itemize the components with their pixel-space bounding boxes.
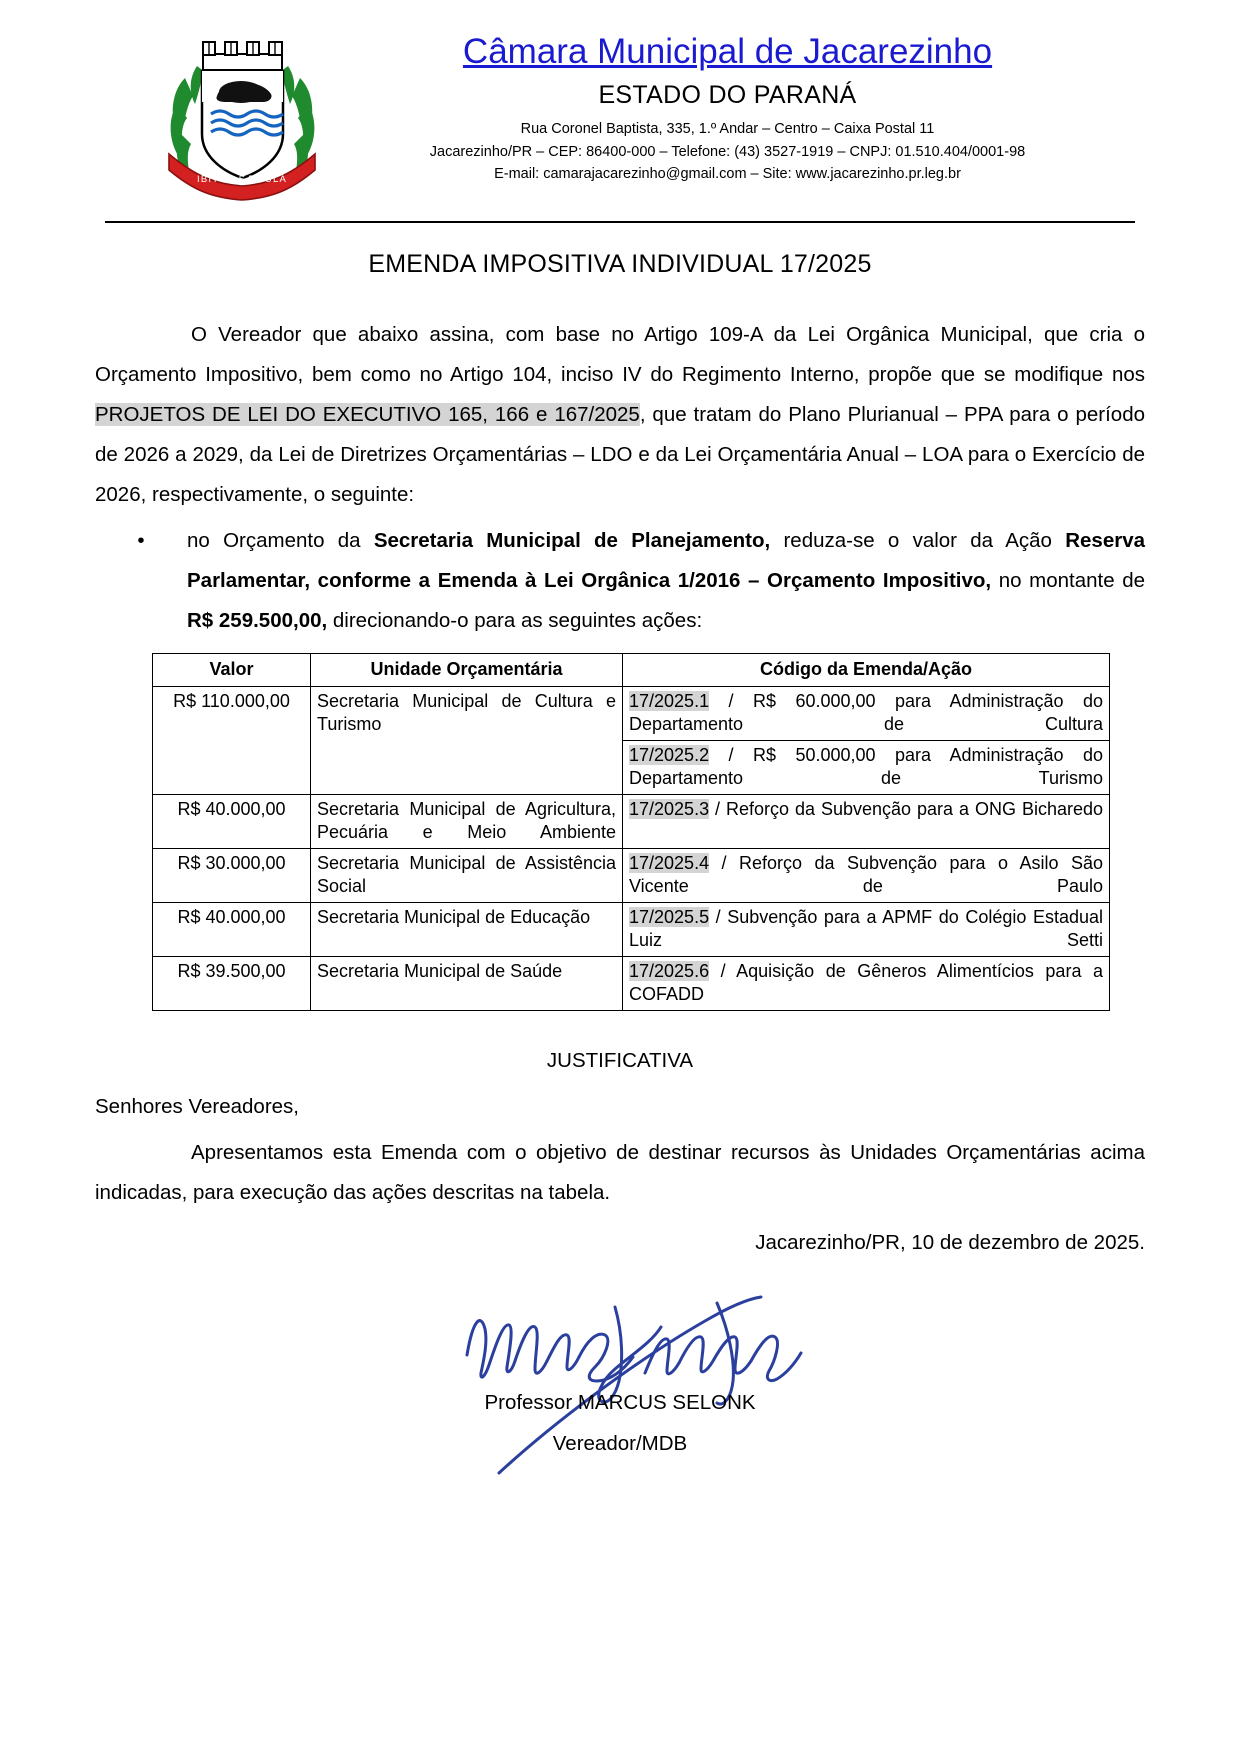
- intro-part-1: O Vereador que abaixo assina, com base no Artigo 109-A da Lei Orgânica Municipal, que cria o Orçamento Impositivo, bem como no Artigo 104, inciso IV do Regimento Interno, propõe que se modifique nos: [95, 323, 1145, 386]
- table-row: [153, 794, 1110, 848]
- emenda-code: 17/2025.4: [629, 852, 710, 873]
- header-text-block: [330, 26, 1145, 185]
- intro-highlight: PROJETOS DE LEI DO EXECUTIVO 165, 166 e 167/2025: [95, 402, 640, 426]
- coat-of-arms-icon: [155, 26, 330, 211]
- bullet-text: [187, 521, 1145, 641]
- table-header-row: [153, 653, 1110, 686]
- column-header-valor: Valor: [153, 653, 311, 686]
- emenda-code-text: / Subvenção para a APMF do Colégio Estadual Luiz Setti: [629, 907, 1103, 951]
- signature-area: [95, 1277, 1145, 1492]
- address-line-3: E-mail: camarajacarezinho@gmail.com – Site: www.jacarezinho.pr.leg.br: [494, 166, 961, 183]
- bullet-part-2: reduza-se o valor da Ação: [770, 528, 1066, 552]
- bullet-part-3: no montante de: [991, 568, 1146, 592]
- cell-valor: R$ 110.000,00: [153, 686, 311, 794]
- emenda-code-text: / Reforço da Subvenção para a ONG Bicharedo: [709, 798, 1103, 819]
- amendment-bullet: [95, 521, 1145, 641]
- emenda-code-text: / R$ 60.000,00 para Administração do Departamento de Cultura: [629, 690, 1103, 734]
- emenda-code: 17/2025.1: [629, 690, 710, 711]
- table-row: [153, 957, 1110, 1011]
- bullet-bold-3: R$ 259.500,00,: [187, 608, 328, 632]
- cell-unidade: Secretaria Municipal de Agricultura, Pecuária e Meio Ambiente: [311, 794, 623, 848]
- emenda-code: 17/2025.6: [629, 961, 710, 982]
- organization-state: ESTADO DO PARANÁ: [598, 81, 857, 110]
- table-row: [153, 686, 1110, 740]
- column-header-unidade: Unidade Orçamentária: [311, 653, 623, 686]
- justificativa-body: Apresentamos esta Emenda com o objetivo de destinar recursos às Unidades Orçamentárias acima indicadas, para execução das ações descritas na tabela.: [95, 1141, 1145, 1205]
- bullet-bold-2: Reserva Parlamentar, conforme a Emenda à Lei Orgânica 1/2016 – Orçamento Impositivo,: [187, 528, 1146, 592]
- cell-valor: R$ 30.000,00: [153, 848, 311, 902]
- cell-codigo: [623, 957, 1110, 1011]
- document-header: [95, 26, 1145, 211]
- emenda-code: 17/2025.3: [629, 798, 710, 819]
- emenda-code: 17/2025.2: [629, 744, 710, 765]
- bullet-part-1: no Orçamento da: [187, 528, 374, 552]
- emenda-code-text: / Aquisição de Gêneros Alimentícios para a COFADD: [629, 961, 1103, 1005]
- column-header-codigo: Código da Emenda/Ação: [623, 653, 1110, 686]
- cell-unidade: Secretaria Municipal de Cultura e Turismo: [311, 686, 623, 794]
- emenda-code: 17/2025.5: [629, 907, 710, 928]
- cell-unidade: Secretaria Municipal de Assistência Social: [311, 848, 623, 902]
- intro-part-2: , que tratam do Plano Plurianual – PPA para o período de 2026 a 2029, da Lei de Diretrizes Orçamentárias – LDO e da Lei Orçamentária Anual – LOA para o Exercício de 2026, respectivamente, o seguinte:: [95, 402, 1145, 506]
- bullet-part-4: direcionando-o para as seguintes ações:: [327, 608, 703, 632]
- signatory-name: Professor MARCUS SELONK: [484, 1391, 756, 1415]
- intro-paragraph: [95, 315, 1145, 515]
- cell-valor: R$ 40.000,00: [153, 903, 311, 957]
- emenda-code-text: / Reforço da Subvenção para o Asilo São Vicente de Paulo: [629, 852, 1103, 896]
- cell-codigo: [623, 903, 1110, 957]
- organization-title: Câmara Municipal de Jacarezinho: [462, 32, 993, 71]
- cell-valor: R$ 40.000,00: [153, 794, 311, 848]
- header-divider: [105, 221, 1135, 223]
- justificativa-title: JUSTIFICATIVA: [546, 1049, 694, 1073]
- cell-codigo: [623, 740, 1110, 794]
- cell-valor: R$ 39.500,00: [153, 957, 311, 1011]
- cell-unidade: Secretaria Municipal de Saúde: [311, 957, 623, 1011]
- emenda-code-text: / R$ 50.000,00 para Administração do Departamento de Turismo: [629, 744, 1103, 788]
- address-line-2: Jacarezinho/PR – CEP: 86400-000 – Telefone: (43) 3527-1919 – CNPJ: 01.510.404/0001-98: [429, 143, 1026, 160]
- justificativa-greeting: Senhores Vereadores,: [95, 1095, 299, 1119]
- address-line-1: Rua Coronel Baptista, 335, 1.º Andar – Centro – Caixa Postal 11: [520, 121, 935, 138]
- cell-codigo: [623, 686, 1110, 740]
- cell-unidade: Secretaria Municipal de Educação: [311, 903, 623, 957]
- place-and-date: Jacarezinho/PR, 10 de dezembro de 2025.: [755, 1231, 1145, 1255]
- table-row: [153, 903, 1110, 957]
- signatory-role: Vereador/MDB: [552, 1432, 688, 1456]
- cell-codigo: [623, 848, 1110, 902]
- cell-codigo: [623, 794, 1110, 848]
- amendment-table: [152, 653, 1110, 1011]
- table-row: [153, 848, 1110, 902]
- bullet-bold-1: Secretaria Municipal de Planejamento,: [373, 528, 771, 552]
- coat-of-arms-motto: IBIT IN SÆCULA: [196, 174, 288, 185]
- bullet-marker: •: [137, 528, 145, 552]
- page-title: EMENDA IMPOSITIVA INDIVIDUAL 17/2025: [368, 250, 872, 278]
